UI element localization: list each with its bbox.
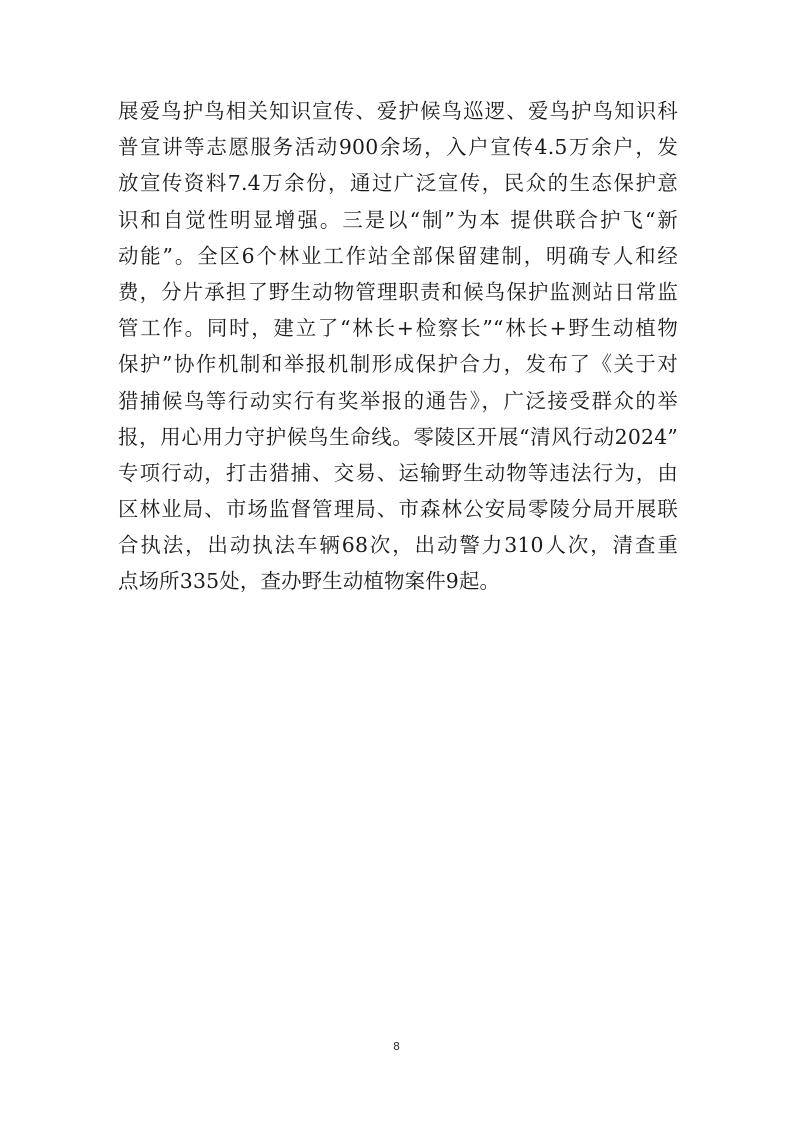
text-line: 识和自觉性明显增强。三是以“制”为本 提供联合护飞“新 [118, 207, 678, 232]
text-line: 动能”。全区6个林业工作站全部保留建制，明确专人和经 [118, 243, 678, 268]
text-line: 专项行动，打击猎捕、交易、运输野生动物等违法行为，由 [118, 460, 678, 485]
text-line: 保护”协作机制和举报机制形成保护合力，发布了《关于对 [118, 352, 678, 377]
text-line: 报，用心用力守护候鸟生命线。零陵区开展“清风行动2024” [118, 424, 678, 449]
text-line: 普宣讲等志愿服务活动900余场，入户宣传4.5万余户，发 [118, 135, 678, 160]
page-number: 8 [393, 1040, 400, 1053]
body-paragraph [118, 93, 678, 600]
text-line: 合执法，出动执法车辆68次，出动警力310人次，清查重 [118, 533, 678, 558]
text-line: 费，分片承担了野生动物管理职责和候鸟保护监测站日常监 [118, 279, 678, 304]
text-line: 放宣传资料7.4万余份，通过广泛宣传，民众的生态保护意 [118, 171, 678, 196]
text-line: 区林业局、市场监督管理局、市森林公安局零陵分局开展联 [118, 497, 678, 522]
text-line: 点场所335处，查办野生动植物案件9起。 [118, 569, 501, 594]
text-line: 管工作。同时，建立了“林长+检察长”“林长+野生动植物 [118, 316, 678, 341]
text-line: 展爱鸟护鸟相关知识宣传、爱护候鸟巡逻、爱鸟护鸟知识科 [118, 99, 678, 123]
text-line: 猎捕候鸟等行动实行有奖举报的通告》，广泛接受群众的举 [118, 388, 678, 413]
